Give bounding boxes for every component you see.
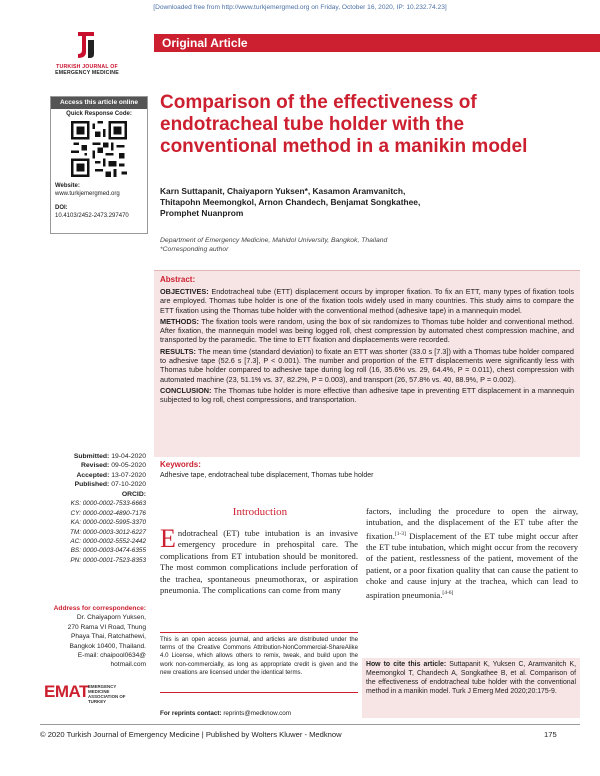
orcid-entry[interactable]: PN: 0000-0001-7523-8353 (70, 556, 146, 564)
introduction-text-1: ndotracheal (ET) tube intubation is an invasive emergency procedure in prehospital care. The complications from ET intubation should be monitored. The most common complications include perforation of the trachea, spontaneous pneumothorax, or aspiration pneumonia. The complications can come from many (160, 528, 358, 596)
citation-text-block (366, 660, 576, 696)
orcid-entry[interactable]: AC: 0000-0002-5552-2442 (70, 538, 146, 546)
author-line: Thitapohn Meemongkol, Arnon Chandech, Benjamat Songkathee, (160, 197, 421, 208)
qr-label: Quick Response Code: (66, 111, 132, 117)
qr-code-icon[interactable] (71, 121, 127, 177)
footer-copyright: © 2020 Turkish Journal of Emergency Medicine | Published by Wolters Kluwer - Medknow (40, 730, 342, 739)
results-label: RESULTS: (160, 346, 196, 356)
reference-link[interactable]: [1-3] (394, 530, 406, 537)
abstract-conclusion (160, 386, 574, 405)
website-link[interactable]: www.turkjemergmed.org (55, 191, 120, 197)
abstract-heading: Abstract: (160, 275, 196, 284)
citation-box (362, 658, 580, 718)
article-dates (40, 452, 146, 490)
footer-divider (40, 724, 580, 725)
orcid-entry[interactable]: KA: 0000-0002-5995-3370 (70, 519, 146, 527)
methods-label: METHODS: (160, 316, 199, 326)
website-label: Website: (55, 183, 80, 189)
correspondence-line: Phaya Thai, Ratchathewi, (70, 633, 146, 641)
introduction-column-2 (366, 506, 578, 601)
correspondence-address (40, 604, 146, 670)
affiliation-line: Department of Emergency Medicine, Mahidol University, Bangkok, Thailand (160, 237, 388, 244)
article-title: Comparison of the effectiveness of endotracheal tube holder with the conventional method in a manikin model (160, 92, 528, 157)
accepted-date: 13-07-2020 (111, 471, 146, 479)
accepted-row (40, 471, 146, 480)
published-date: 07-10-2020 (111, 481, 146, 489)
license-notice: This is an open access journal, and articles are distributed under the terms of the Creative Commons Attribution-NonCommercial-ShareAlike 4.0 License, which allows others to remix, tweak, and build upon the work non-commercially, as long as appropriate credit is given and the new creations are licensed under the identical terms. (160, 632, 358, 693)
abstract-methods (160, 317, 574, 345)
correspondence-line: 270 Rama VI Road, Thung (67, 623, 146, 631)
drop-cap: E (160, 524, 176, 553)
access-online-box (50, 96, 148, 234)
orcid-entry[interactable]: BS: 0000-0003-0474-6355 (70, 547, 146, 555)
abstract-objectives (160, 287, 574, 315)
author-list (160, 186, 570, 220)
citation-label: How to cite this article: (366, 661, 447, 668)
doi-link[interactable]: 10.4103/2452-2473.297470 (55, 213, 129, 219)
keywords-list: Adhesive tape, endotracheal tube displacement, Thomas tube holder (160, 472, 374, 479)
correspondence-line: Dr. Chaiyaporn Yuksen, (76, 614, 146, 622)
correspondence-email-domain[interactable]: hotmail.com (110, 661, 146, 669)
publisher-logo (44, 682, 144, 704)
doi-label: DOI: (55, 205, 68, 211)
journal-logo-icon (74, 30, 98, 60)
citation-text: Suttapanit K, Yuksen C, Aramvanitch K, Meemongkol T, Chandech A, Songkathee B, et al. Comparison of the effectiveness of endotracheal tube holder with the conventional method in a manikin model. Turk J Emerg Med 2020;20:175-9. (366, 661, 576, 695)
correspondence-line: Bangkok 10400, Thailand. (69, 642, 146, 650)
conclusion-text: The Thomas tube holder is more effective than adhesive tape in preventing ETT displacement in a mannequin subjected to log roll, chest compressions, and transportation. (160, 385, 575, 405)
affiliation (160, 236, 570, 254)
logo-line1: TURKISH JOURNAL OF (56, 64, 118, 70)
reference-link[interactable]: [4-6] (442, 589, 454, 596)
conclusion-label: CONCLUSION: (160, 385, 212, 395)
submitted-label: Submitted: (73, 453, 110, 460)
accepted-label: Accepted: (76, 471, 110, 479)
article-type-banner (154, 34, 600, 52)
journal-logo-text (52, 64, 122, 76)
abstract-body (160, 287, 574, 407)
orcid-entry[interactable]: TM: 0000-0003-3012-6227 (69, 528, 146, 536)
article-type-label: Original Article (162, 36, 248, 50)
objectives-label: OBJECTIVES: (160, 287, 209, 296)
revised-label: Revised: (80, 462, 110, 470)
orcid-entry[interactable]: CY: 0000-0002-4890-7176 (70, 509, 146, 517)
author-line: Promphet Nuanprom (160, 208, 244, 219)
author-line: Karn Suttapanit, Chaiyaporn Yuksen*, Kasamon Aramvanitch, (160, 186, 406, 196)
abstract-results (160, 347, 574, 384)
introduction-text-2b: Displacement of the ET tube might occur after the ET tube intubation, which might occur from the recovery of the patient, restlessness of the patient, movement of the patient, or a poor fixation quality that can cause the patient to choke and cause injury at the trachea, which can lead to aspiration pneumonia. (366, 530, 578, 600)
correspondence-email[interactable]: E-mail: chaipool0634@ (77, 652, 146, 660)
abstract-box (154, 270, 580, 457)
objectives-text: Endotracheal tube (ETT) displacement occurs by improper fixation. To fix an ETT, many types of fixation tools are employed. Thomas tube holder is one of the fixation tools widely used in many countries. This study aims to compare the ETT fixation using the Thomas tube holder with the conventional method (adhesive tape) in a mannequin model. (160, 287, 574, 315)
results-text: The mean time (standard deviation) to fixate an ETT was shorter (33.0 s [7.3]) with a Thomas tube holder compared to adhesive tape (52.6 s [7.3], P < 0.001). The number and proportion of the ETT displacements were significantly less with Thomas tube holder compared to adhesive tape during log roll (16, 35.6% vs. 29, 64.4%, P = 0.011), chest compression with automated machine (23, 51.1% vs. 37, 82.2%, P = 0.003), and transport (26, 57.8% vs. 40, 88.9%, P = 0.002). (160, 346, 574, 384)
keywords-box (154, 458, 580, 482)
submitted-date: 19-04-2020 (111, 453, 146, 460)
submitted-row (40, 452, 146, 461)
corresponding-note: *Corresponding author (160, 246, 229, 254)
correspondence-heading: Address for correspondence: (53, 605, 146, 612)
published-row (40, 480, 146, 489)
introduction-column-1 (160, 524, 358, 596)
keywords-heading: Keywords: (160, 460, 201, 469)
access-heading: Access this article online (51, 97, 147, 109)
reprints-label: For reprints contact: (160, 710, 222, 717)
download-banner[interactable]: [Downloaded free from http://www.turkjemergmed.org on Friday, October 16, 2020, IP: 10.232.74.23] (153, 4, 447, 11)
reprints-email[interactable]: reprints@medknow.com (223, 710, 291, 717)
orcid-entry[interactable]: KS: 0000-0002-7533-6663 (70, 500, 146, 508)
orcid-list (40, 490, 146, 565)
methods-text: The fixation tools were random, using the box of six randomizes to Thomas tube holder and conventional method. After fixation, the mannequin model was being logged roll, chest compression by automated chest compression machine, and transported by the paramedic. The time to ETT fixation and displacements were recorded. (160, 316, 574, 345)
publisher-logo-text: EMERGENCY MEDICINE ASSOCIATION OF TURKEY (88, 684, 126, 704)
reprints-contact (160, 710, 291, 717)
revised-date: 09-05-2020 (111, 462, 146, 470)
revised-row (40, 461, 146, 470)
publisher-logo-mark: EMAT (44, 682, 89, 701)
introduction-heading: Introduction (232, 506, 288, 518)
published-label: Published: (74, 481, 110, 489)
logo-line2: EMERGENCY MEDICINE (55, 70, 119, 76)
orcid-heading: ORCID: (121, 491, 146, 498)
page-number: 175 (544, 730, 557, 739)
introduction-text-2a: factors, including the procedure to open the airway, intubation, and the displacement of the ET tube after the fixation. (366, 506, 578, 541)
